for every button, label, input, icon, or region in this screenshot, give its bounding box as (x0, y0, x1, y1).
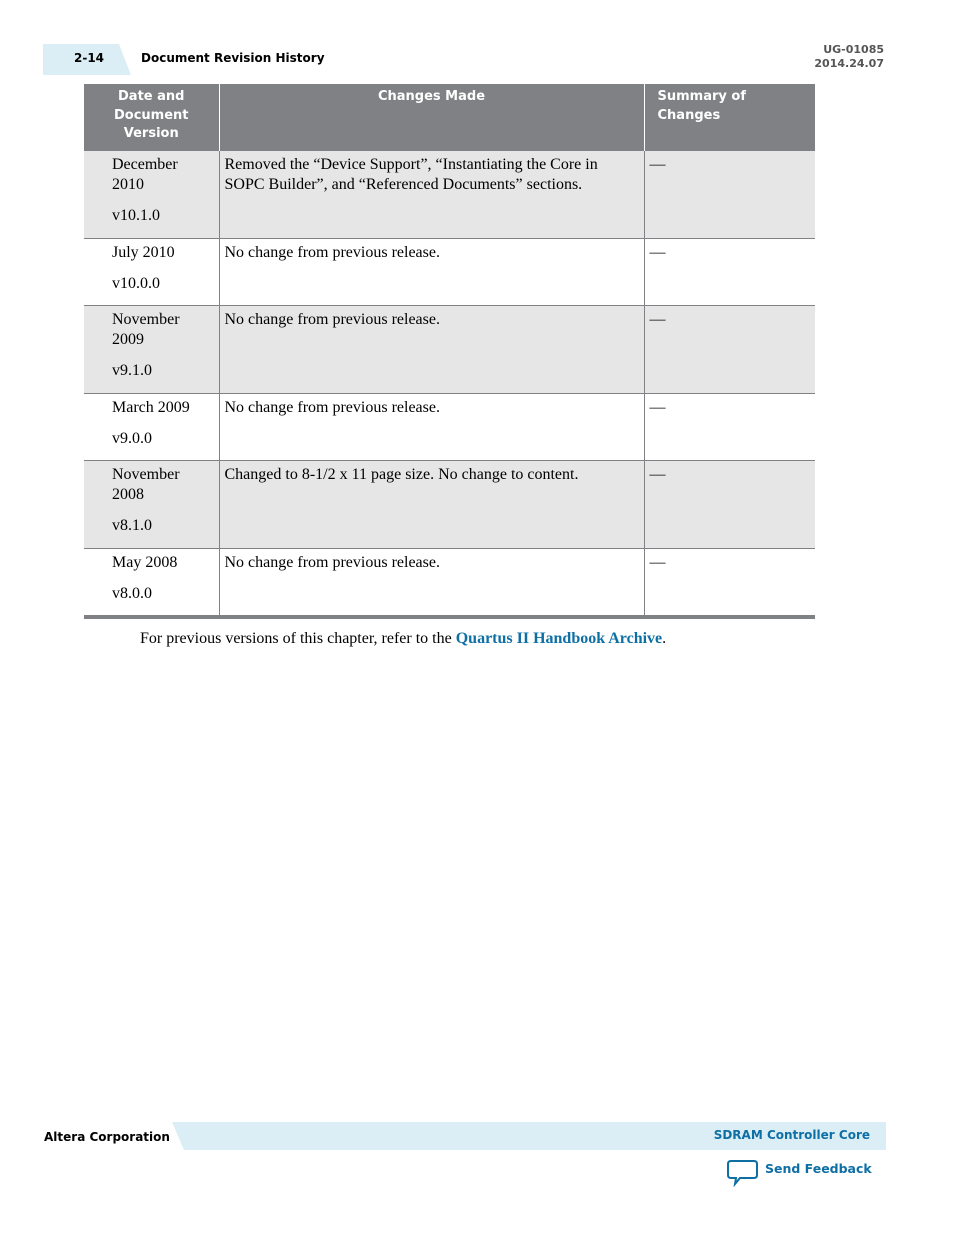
summary-cell: — (644, 306, 815, 394)
table-row (84, 461, 815, 549)
footer-chapter-title: SDRAM Controller Core (713, 1128, 870, 1142)
changes-cell: Removed the “Device Support”, “Instantiating the Core in SOPC Builder”, and “Referenced Documents” sections. (219, 151, 644, 239)
date-version-cell (84, 549, 219, 618)
revision-version: v8.0.0 (112, 585, 152, 602)
note-suffix: . (662, 630, 667, 647)
speech-bubble-icon (727, 1159, 759, 1187)
revision-version: v10.1.0 (112, 207, 160, 224)
summary-cell: — (644, 239, 815, 306)
archive-note (140, 630, 666, 648)
summary-cell: — (644, 151, 815, 239)
changes-cell: No change from previous release. (219, 239, 644, 306)
doc-date: 2014.24.07 (814, 57, 884, 70)
handbook-archive-link[interactable]: Quartus II Handbook Archive (455, 630, 663, 647)
revision-date: December 2010 (112, 156, 178, 193)
footer-company: Altera Corporation (44, 1130, 170, 1144)
summary-cell: — (644, 461, 815, 549)
revision-version: v9.0.0 (112, 430, 152, 447)
doc-id: UG-01085 (823, 43, 884, 56)
changes-cell: No change from previous release. (219, 394, 644, 461)
date-version-cell (84, 239, 219, 306)
table-header-row (84, 84, 815, 151)
revision-date: July 2010 (112, 244, 175, 261)
date-version-cell (84, 306, 219, 394)
revision-version: v9.1.0 (112, 362, 152, 379)
changes-cell: No change from previous release. (219, 306, 644, 394)
date-version-cell (84, 394, 219, 461)
date-version-cell (84, 151, 219, 239)
revision-version: v8.1.0 (112, 517, 152, 534)
changes-cell: Changed to 8-1/2 x 11 page size. No change to content. (219, 461, 644, 549)
revision-date: May 2008 (112, 554, 178, 571)
revision-date: November 2008 (112, 466, 180, 503)
revision-version: v10.0.0 (112, 275, 160, 292)
column-header-date: Date and Document Version (84, 84, 219, 151)
table-row (84, 239, 815, 306)
date-version-cell (84, 461, 219, 549)
table-row (84, 306, 815, 394)
document-id-block (814, 43, 884, 71)
table-row (84, 549, 815, 618)
revision-date: March 2009 (112, 399, 190, 416)
table-row (84, 151, 815, 239)
section-title: Document Revision History (141, 51, 325, 65)
revision-history-table (84, 84, 815, 619)
column-header-summary: Summary of Changes (644, 84, 815, 151)
send-feedback-label: Send Feedback (765, 1161, 872, 1176)
table-row (84, 394, 815, 461)
summary-cell: — (644, 549, 815, 618)
revision-date: November 2009 (112, 311, 180, 348)
summary-cell: — (644, 394, 815, 461)
changes-cell: No change from previous release. (219, 549, 644, 618)
note-prefix: For previous versions of this chapter, refer to the (140, 630, 456, 647)
column-header-changes: Changes Made (219, 84, 644, 151)
page-number: 2-14 (74, 51, 105, 65)
